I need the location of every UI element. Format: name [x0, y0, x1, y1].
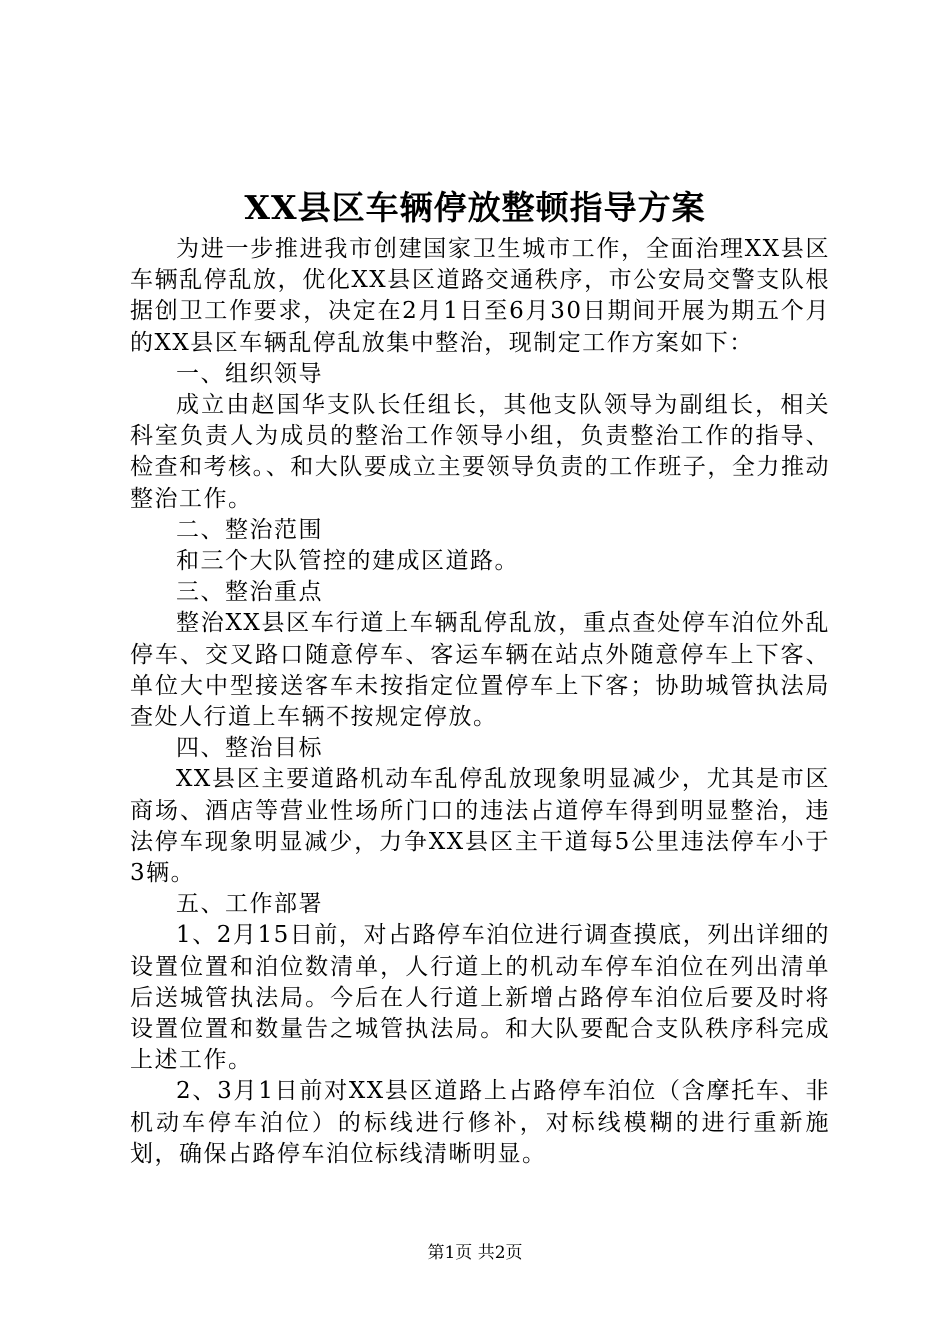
deployment-item-1: 1、2月15日前，对占路停车泊位进行调查摸底，列出详细的设置位置和泊位数清单，人行道上的机动车停车泊位在列出清单后送城管执法局。今后在人行道上新增占路停车泊位后要及时将设置位置和数量告之城管执法局。和大队要配合支队秩序科完成上述工作。: [130, 922, 830, 1074]
scope-paragraph: 和三个大队管控的建成区道路。: [176, 548, 519, 575]
section-heading-goals: 四、整治目标: [176, 735, 323, 762]
goals-paragraph: XX县区主要道路机动车乱停乱放现象明显减少，尤其是市区商场、酒店等营业性场所门口的违法占道停车得到明显整治，违法停车现象明显减少，力争XX县区主干道每5公里违法停车小于3辆。: [130, 766, 830, 887]
organization-paragraph: 成立由赵国华支队长任组长，其他支队领导为副组长，相关科室负责人为成员的整治工作领导小组，负责整治工作的指导、检查和考核。、和大队要成立主要领导负责的工作班子，全力推动整治工作。: [130, 392, 830, 512]
focus-paragraph: 整治XX县区车行道上车辆乱停乱放，重点查处停车泊位外乱停车、交叉路口随意停车、客运车辆在站点外随意停车上下客、单位大中型接送客车未按指定位置停车上下客；协助城管执法局查处人行道上车辆不按规定停放。: [130, 610, 830, 731]
deployment-item-2: 2、3月1日前对XX县区道路上占路停车泊位（含摩托车、非机动车停车泊位）的标线进行修补，对标线模糊的进行重新施划，确保占路停车泊位标线清晰明显。: [130, 1078, 830, 1167]
section-heading-organization: 一、组织领导: [176, 360, 323, 387]
document-body: [130, 234, 830, 1170]
intro-paragraph: 为进一步推进我市创建国家卫生城市工作，全面治理XX县区车辆乱停乱放，优化XX县区道路交通秩序，市公安局交警支队根据创卫工作要求，决定在2月1日至6月30日期间开展为期五个月的XX县区车辆乱停乱放集中整治，现制定工作方案如下：: [130, 236, 830, 356]
section-heading-focus: 三、整治重点: [176, 579, 323, 606]
document-title: XX县区车辆停放整顿指导方案: [244, 188, 706, 227]
page-footer: 第1页 共2页: [427, 1243, 523, 1263]
section-heading-deployment: 五、工作部署: [176, 891, 323, 918]
section-heading-scope: 二、整治范围: [176, 516, 323, 543]
